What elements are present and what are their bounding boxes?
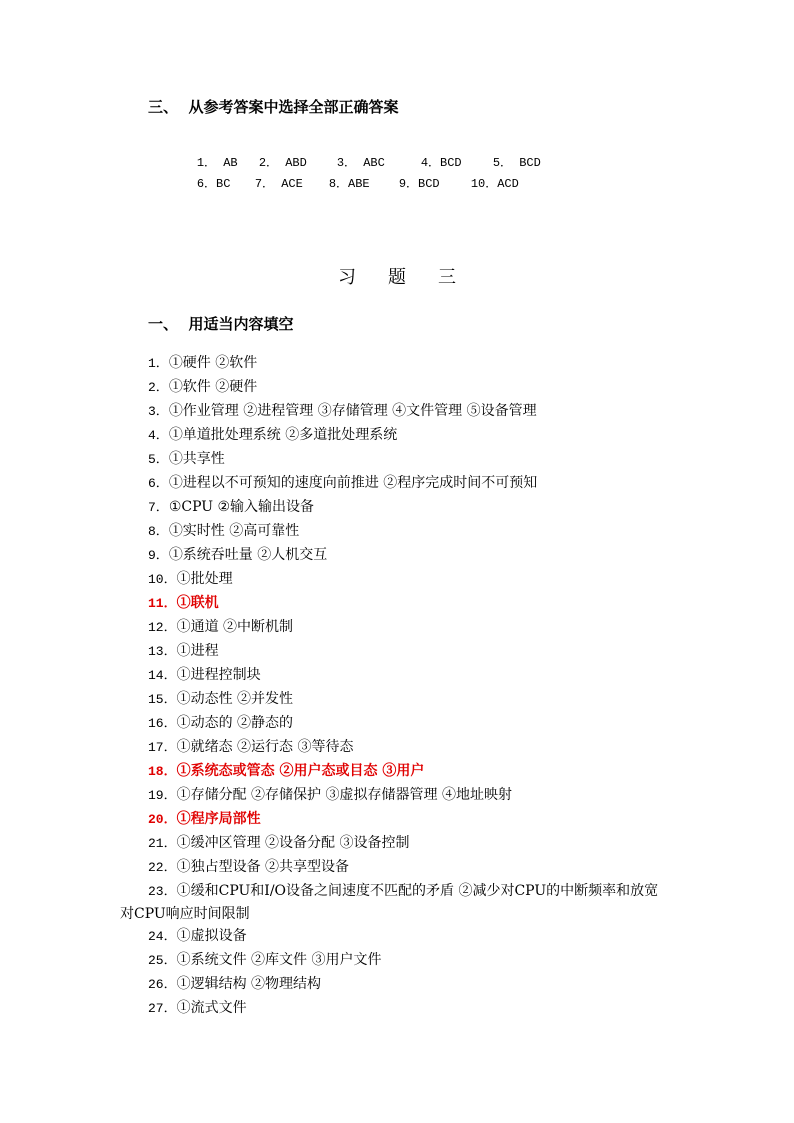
item-answer: ①共享性 — [168, 451, 225, 467]
item-answer: ①批处理 — [176, 571, 233, 587]
list-item — [0, 400, 794, 424]
item-answer: ①动态性 ②并发性 — [176, 691, 294, 707]
item-answer: ①独占型设备 ②共享型设备 — [176, 859, 350, 875]
list-item — [0, 880, 794, 925]
list-item — [0, 544, 794, 568]
item-number: 14． — [148, 668, 177, 683]
item-answer: ①硬件 ②软件 — [168, 355, 258, 371]
list-item — [0, 712, 794, 736]
item-number: 4． — [148, 428, 169, 443]
answer-3: 3． ABC — [336, 156, 385, 170]
item-answer: ①存储分配 ②存储保护 ③虚拟存储器管理 ④地址映射 — [176, 787, 512, 803]
item-number: 15． — [148, 692, 177, 707]
list-item — [0, 997, 794, 1021]
item-number: 26． — [148, 977, 177, 992]
list-item — [0, 949, 794, 973]
item-answer: ①就绪态 ②运行态 ③等待态 — [176, 739, 354, 755]
list-item — [0, 784, 794, 808]
item-answer: ①通道 ②中断机制 — [176, 619, 294, 635]
item-number: 24． — [148, 929, 177, 944]
item-answer: ①流式文件 — [176, 1000, 247, 1016]
item-answer: ①系统态或管态 ②用户态或目态 ③用户 — [176, 763, 425, 779]
item-number: 12． — [148, 620, 177, 635]
answer-5: 5． BCD — [492, 156, 541, 170]
item-number: 25． — [148, 953, 177, 968]
item-number: 22． — [148, 860, 177, 875]
list-item — [0, 925, 794, 949]
item-answer: ①系统吞吐量 ②人机交互 — [168, 547, 328, 563]
answer-row-2 — [168, 160, 519, 205]
item-number: 21． — [148, 836, 177, 851]
list-item — [0, 568, 794, 592]
item-number: 5． — [148, 452, 169, 467]
list-item — [0, 688, 794, 712]
list-item — [0, 472, 794, 496]
list-item — [0, 376, 794, 400]
answer-9: 9．BCD — [398, 177, 440, 191]
item-number: 23． — [148, 884, 177, 899]
list-item — [0, 856, 794, 880]
item-answer: ①进程 — [176, 643, 219, 659]
answer-6: 6．BC — [196, 177, 231, 191]
item-answer: ①系统文件 ②库文件 ③用户文件 — [176, 952, 382, 968]
item-number: 2． — [148, 380, 169, 395]
answer-10: 10．ACD — [470, 177, 519, 191]
item-answer: ①缓和CPU和I/O设备之间速度不匹配的矛盾 ②减少对CPU的中断频率和放宽 — [176, 883, 659, 899]
list-item — [0, 640, 794, 664]
title-char-2: 题 — [388, 267, 406, 288]
item-number: 13． — [148, 644, 177, 659]
list-item — [0, 352, 794, 376]
title-char-1: 习 — [338, 267, 356, 288]
item-answer: ①单道批处理系统 ②多道批处理系统 — [168, 427, 398, 443]
list-item — [0, 664, 794, 688]
list-item — [0, 973, 794, 997]
item-number: 17． — [148, 740, 177, 755]
item-answer: ①逻辑结构 ②物理结构 — [176, 976, 322, 992]
list-item — [0, 520, 794, 544]
list-item — [0, 496, 794, 520]
list-item — [0, 832, 794, 856]
answer-7: 7． ACE — [254, 177, 303, 191]
item-number: 16． — [148, 716, 177, 731]
item-answer-continuation: 对CPU响应时间限制 — [120, 906, 250, 922]
list-item — [0, 616, 794, 640]
item-number: 20． — [148, 812, 177, 827]
item-number: 8． — [148, 524, 169, 539]
item-number: 19． — [148, 788, 177, 803]
answer-1: 1． AB — [196, 156, 238, 170]
item-number: 9． — [148, 548, 169, 563]
fill-in-answer-list — [0, 352, 794, 1021]
list-item — [0, 424, 794, 448]
item-number: 27． — [148, 1001, 177, 1016]
section-heading-3: 三、 从参考答案中选择全部正确答案 — [148, 98, 399, 116]
list-item — [0, 448, 794, 472]
item-number: 7． — [148, 500, 169, 515]
chapter-title — [0, 263, 794, 289]
item-answer: ①联机 — [176, 595, 219, 611]
item-answer: ①进程以不可预知的速度向前推进 ②程序完成时间不可预知 — [168, 475, 538, 491]
item-number: 10． — [148, 572, 177, 587]
list-item — [0, 808, 794, 832]
item-answer: ①进程控制块 — [176, 667, 261, 683]
answer-2: 2． ABD — [258, 156, 307, 170]
item-answer: ①实时性 ②高可靠性 — [168, 523, 300, 539]
item-answer: ①程序局部性 — [176, 811, 261, 827]
list-item — [0, 760, 794, 784]
answer-8: 8．ABE — [328, 177, 370, 191]
item-number: 3． — [148, 404, 169, 419]
answer-4: 4．BCD — [420, 156, 462, 170]
title-char-3: 三 — [438, 267, 456, 288]
item-answer: ①软件 ②硬件 — [168, 379, 258, 395]
list-item — [0, 592, 794, 616]
item-number: 18． — [148, 764, 177, 779]
item-number: 6． — [148, 476, 169, 491]
item-answer: ①动态的 ②静态的 — [176, 715, 294, 731]
item-number: 11． — [148, 596, 177, 611]
item-answer: ①缓冲区管理 ②设备分配 ③设备控制 — [176, 835, 410, 851]
item-answer: ①虚拟设备 — [176, 928, 247, 944]
item-answer: ①CPU ②输入输出设备 — [168, 499, 315, 515]
list-item — [0, 736, 794, 760]
section-heading-1: 一、 用适当内容填空 — [148, 315, 294, 333]
item-number: 1． — [148, 356, 169, 371]
item-answer: ①作业管理 ②进程管理 ③存储管理 ④文件管理 ⑤设备管理 — [168, 403, 537, 419]
